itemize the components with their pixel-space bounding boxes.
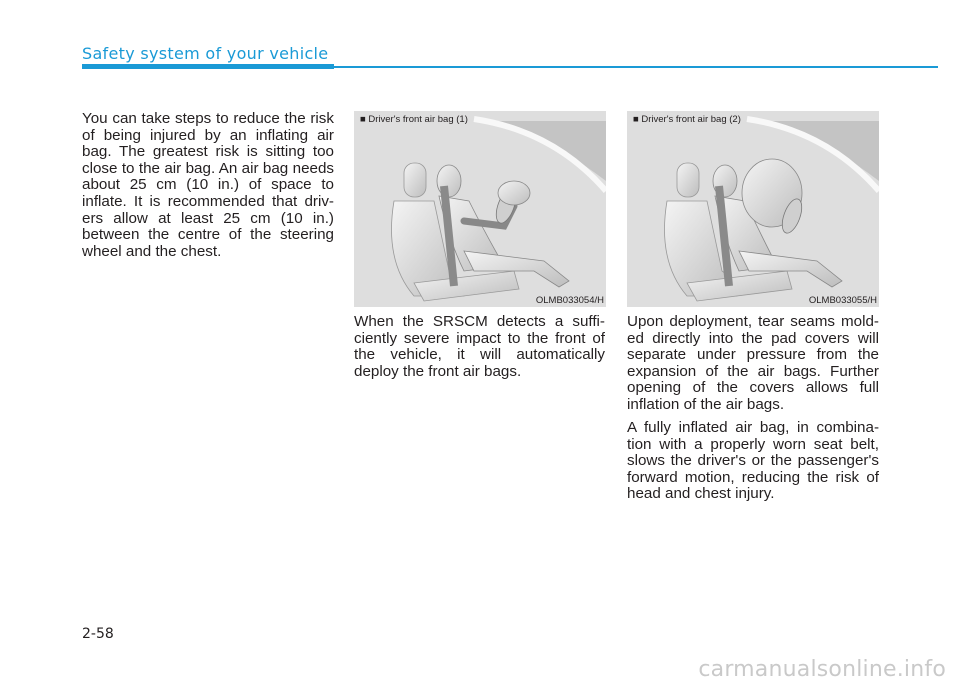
figure-code: OLMB033055/H (808, 295, 877, 306)
airbag-deployed-illustration (627, 111, 879, 307)
figure-caption: ■ Driver's front air bag (1) (360, 114, 468, 125)
page-number: 2-58 (82, 626, 114, 642)
section-title: Safety system of your vehicle (82, 44, 329, 63)
driver-seated-illustration (354, 111, 606, 307)
figure-airbag-2 (627, 111, 879, 307)
figure-airbag-1 (354, 111, 606, 307)
watermark: carmanualsonline.info (698, 657, 946, 682)
tear-seams-paragraph: Upon deployment, tear seams mold-ed directly into the pad covers will separate under pressure from the expansion of the air bags. Further opening of the covers allows full inflation of the air bags. (627, 313, 879, 413)
deployment-paragraph: When the SRSCM detects a suffi-ciently severe impact to the front of the vehicle, it will automatically deploy the front air bags. (354, 313, 605, 380)
intro-paragraph: You can take steps to reduce the risk of being injured by an inflating air bag. The greatest risk is sitting too close to the air bag. An air bag needs about 25 cm (10 in.) of space to inflate. It is recommended that driv-ers allow at least 25 cm (10 in.) between the centre of the steering wheel and the chest. (82, 110, 334, 260)
figure-caption: ■ Driver's front air bag (2) (633, 114, 741, 125)
figure-code: OLMB033054/H (535, 295, 604, 306)
inflated-airbag-paragraph: A fully inflated air bag, in combina-tion with a properly worn seat belt, slows the driver's or the passenger's forward motion, reducing the risk of head and chest injury. (627, 419, 879, 503)
header-rule (334, 66, 938, 68)
header-accent-bar (82, 64, 334, 69)
